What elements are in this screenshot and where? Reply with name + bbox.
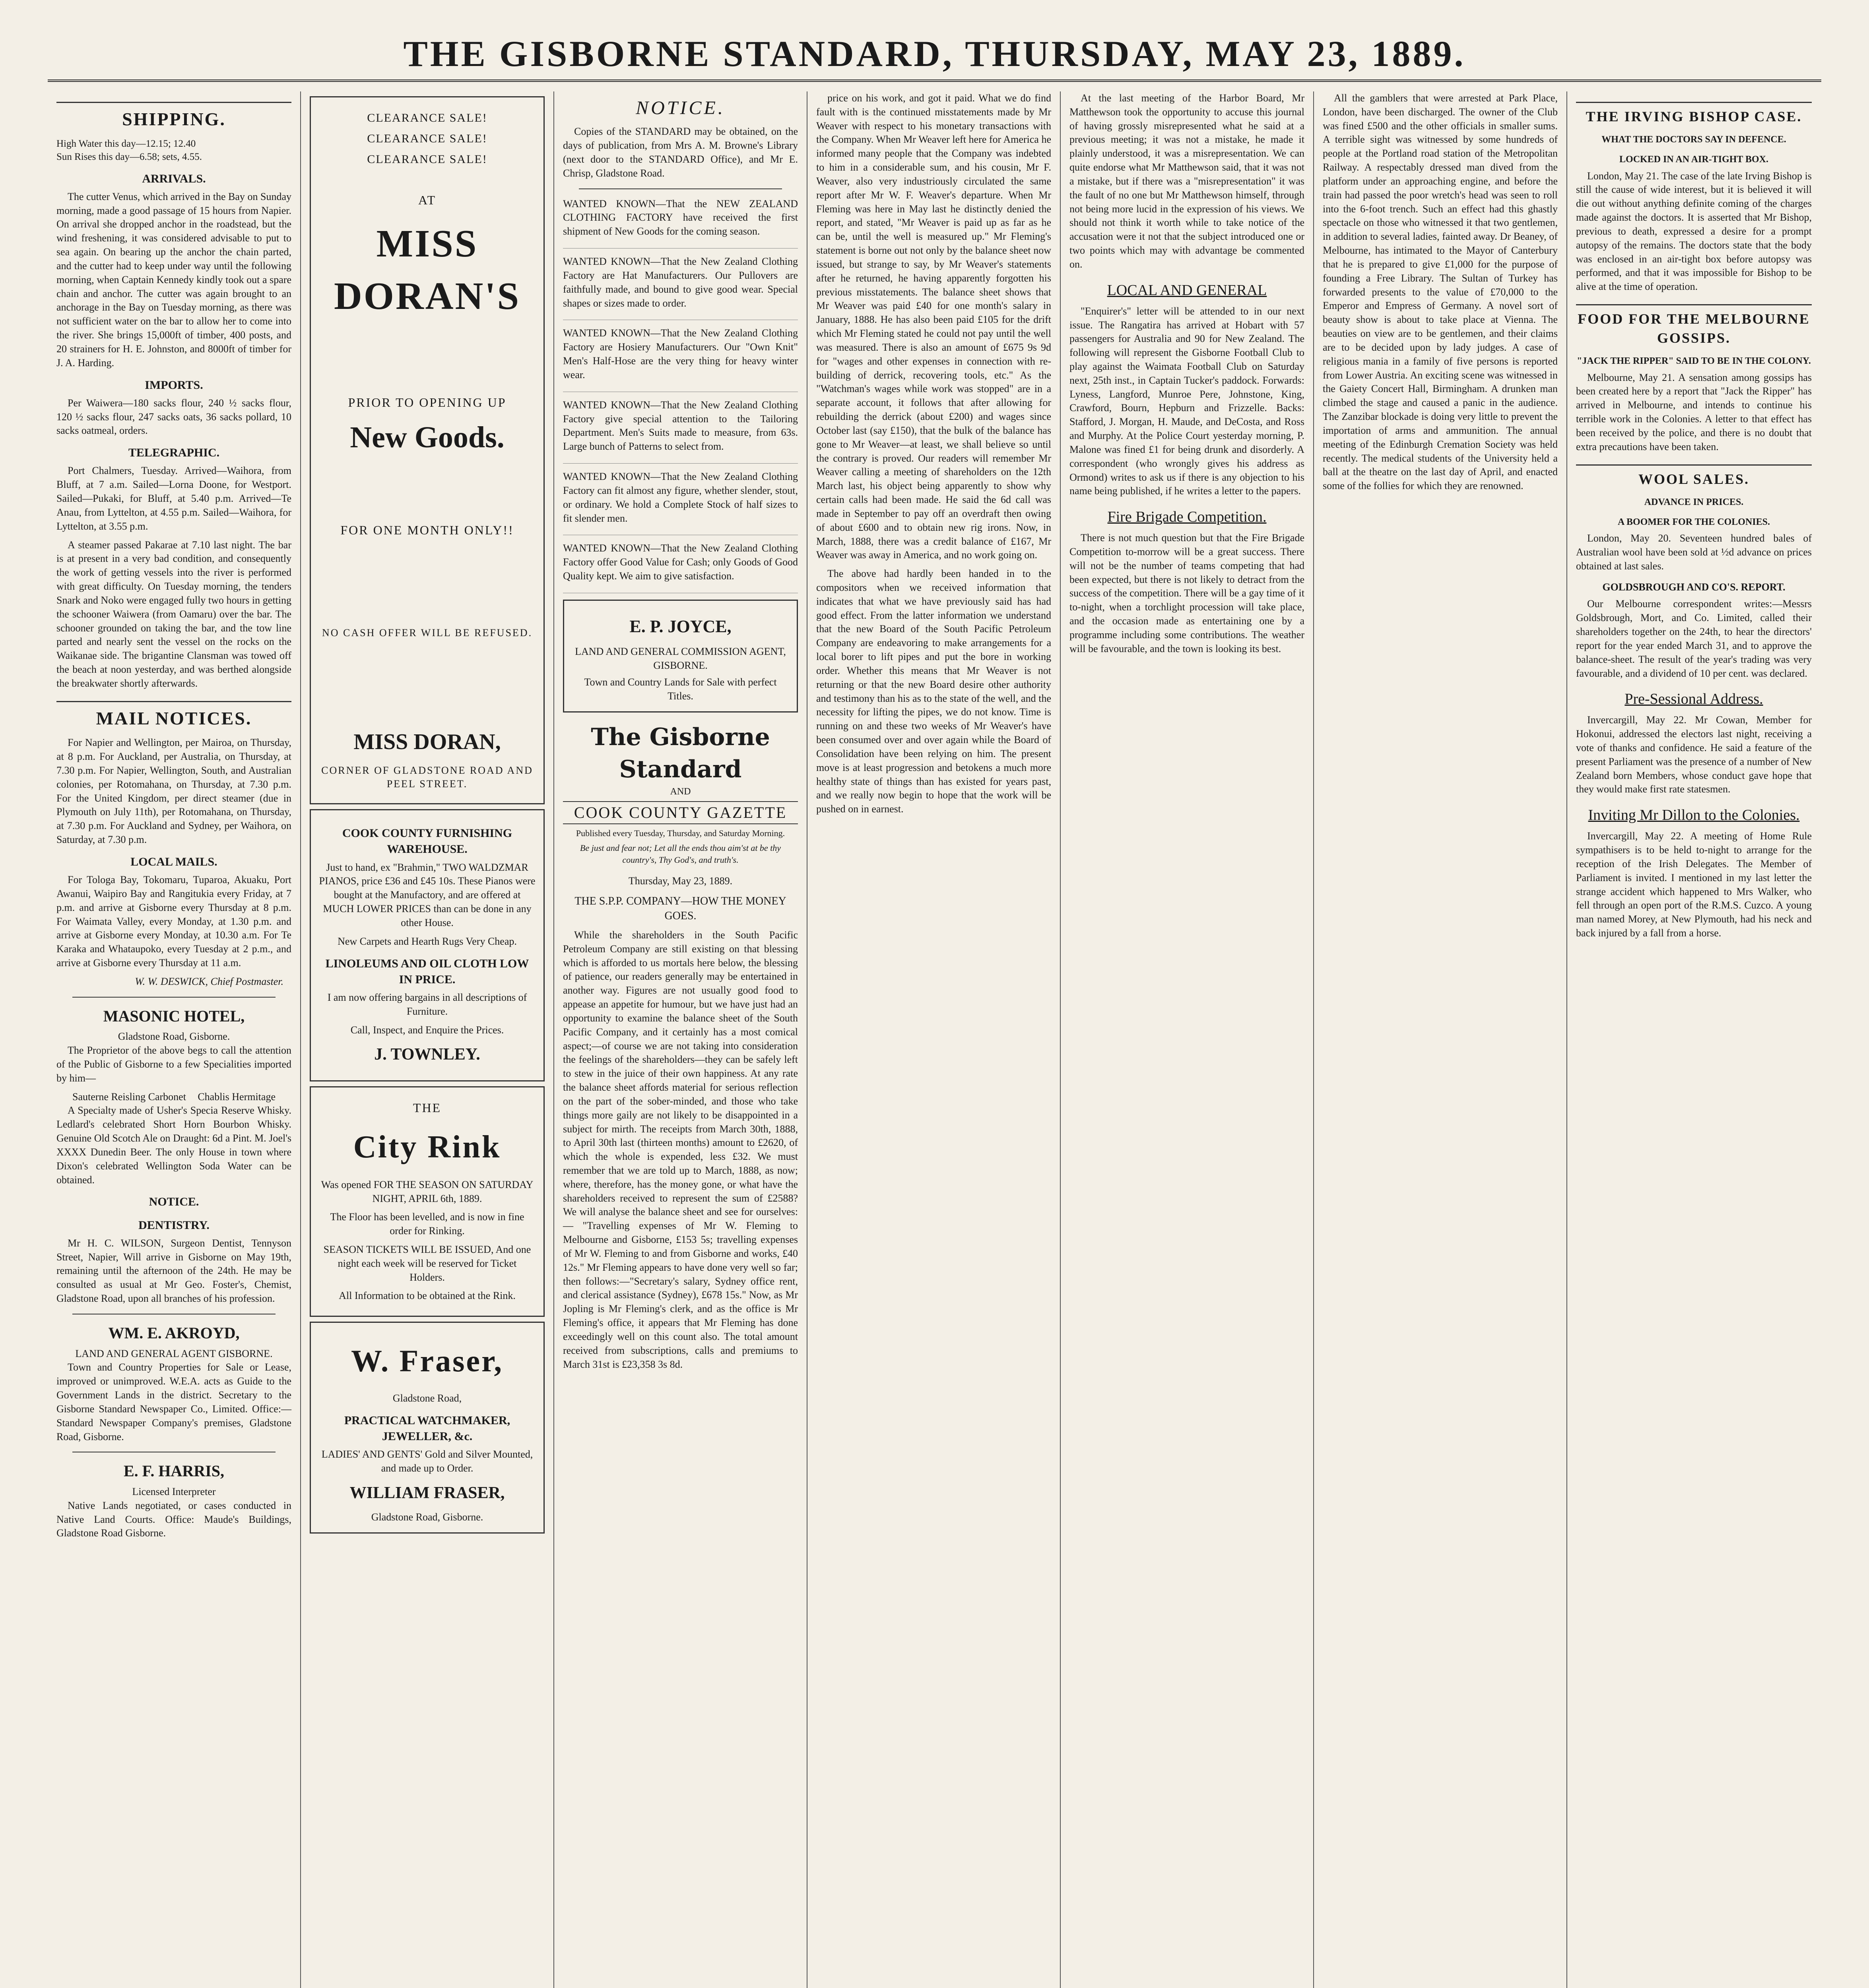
new-goods-label: New Goods. bbox=[350, 420, 505, 454]
issue-date: Thursday, May 23, 1889. bbox=[628, 875, 733, 887]
wanted-text: WANTED KNOWN—That the New Zealand Clothing Factory can fit almost any figure, whether slender, stout, or ordinary. We hold a Complete Stock of half sizes to fit slender men. bbox=[563, 471, 798, 524]
clearance-lines bbox=[319, 110, 536, 168]
rink-the: THE bbox=[413, 1100, 442, 1115]
store-name: MISS DORAN'S bbox=[334, 222, 521, 318]
fraser-address: Gladstone Road, bbox=[392, 1392, 462, 1404]
prior-label: PRIOR TO OPENING UP bbox=[348, 395, 507, 410]
joyce-ad bbox=[563, 600, 798, 712]
newspaper-columns bbox=[48, 91, 1821, 1988]
local-general-text: "Enquirer's" letter will be attended to in our next issue. The Rangatira has arrived at Hobart with 57 passengers for Australia and 90 for New Zealand. The following will represent the Gisborne Football Club to play against the Waimata Football Club on Saturday next, 25th inst., in Captain Tucker's paddock. Forwards: Lyness, Langford, Munroe Pere, Johnstone, King, Crawford, Bourn, Hepburn and Frizzelle. Backs: Stafford, J. Morgan, H. Maude, and DeCosta, and Ross and Murphy. At the Police Court yesterday morning, P. Malone was fined £1 for being drunk and disorderly. A correspondent (who wrongly gives his address as Ormond) writes to ask us if there is any objection to his name being published, if he writes a letter to the papers. bbox=[1069, 305, 1304, 497]
dillon-title: Inviting Mr Dillon to the Colonies. bbox=[1588, 807, 1800, 824]
column-6 bbox=[1314, 91, 1567, 1988]
wanted-text: WANTED KNOWN—That the NEW ZEALAND CLOTHING FACTORY have received the first shipment of New Goods for the coming season. bbox=[563, 198, 798, 237]
cook-carpets: New Carpets and Hearth Rugs Very Cheap. bbox=[338, 935, 517, 947]
newspaper-nameplate bbox=[563, 721, 798, 866]
hotel-title: MASONIC HOTEL, bbox=[103, 1007, 245, 1025]
fire-brigade-text: There is not much question but that the Fire Brigade Competition to-morrow will be a great success. There will not be the number of teams competing that had been expected, but there is not likely to detract from the success of the competition. There will be a gay time of it to-night, when a torchlight procession will take place, and the occasion made as entertaining one by a programme including some contributions. The weather will be favourable, and the town is looking its best. bbox=[1069, 532, 1304, 654]
mail-notices-text: For Napier and Wellington, per Mairoa, on Thursday, at 8 p.m. For Auckland, per Australia, on Thursday, at 7.30 p.m. For Napier, Wellington, South, and Australian colonies, per Rotomahana, on Thursday, at 7.30 p.m. For the United Kingdom, per direct steamer (due in Plymouth on July 11th), per Rotomahana, on Thursday, at 7.30 p.m. For Auckland and Sydney, per Waihora, on Saturday, at 7.30 p.m. bbox=[56, 737, 291, 846]
column-2 bbox=[301, 91, 554, 1988]
leader-continued-2: The above had hardly been handed in to the compositors when we received information that indicates that what we have previously said has had good effect. From the latter information we understand that the new Board of the South Pacific Petroleum Company are endeavoring to make arrangements for a local borer to lift pipes and put the bore in working order. Whether this means that Mr Weaver is not returning or that the new Board desire other authority and testimony than his as to the state of the well, and the necessity for lifting the pipes, we do not know. Time is running on and these two weeks of Mr Weaver's have been consumed over and over again while the Board of Consolidation have been relying on him. The present move is at least progression and betokens a much more healthy state of things than has existed for years past, and we really now begin to hope that the work will be pushed on in earnest. bbox=[816, 568, 1051, 815]
nameplate-subtitle: COOK COUNTY GAZETTE bbox=[563, 801, 798, 824]
nameplate-motto: Be just and fear not; Let all the ends thou aim'st at be thy country's, Thy God's, and truth's. bbox=[580, 843, 781, 865]
harris-text: Native Lands negotiated, or cases conducted in Native Land Courts. Office: Maude's Buildings, Gladstone Road Gisborne. bbox=[56, 1499, 291, 1539]
nameplate-and: AND bbox=[670, 786, 691, 797]
goldsbrough-title: GOLDSBROUGH AND CO'S. REPORT. bbox=[1602, 581, 1786, 593]
goldsbrough-text: Our Melbourne correspondent writes:—Messrs Goldsbrough, Mort, and Co. Limited, called their shareholders together on the 24th, to hear the directors' report for the year ended March 31, and to approve the balance-sheet. The result of the year's trading was very favourable, and a dividend of 10 per cent. was declared. bbox=[1576, 598, 1812, 679]
hotel-address: Gladstone Road, Gisborne. bbox=[118, 1031, 230, 1043]
dillon-text: Invercargill, May 22. A meeting of Home Rule sympathisers is to be held to-night to arrange for the reception of the Irish Delegates. The Member of Parliament is invited. I mentioned in my last letter the strange accident which happened to Mrs Walker, who fell through an open port of the R.M.S. Cuzco. A young man named Morey, at New Plymouth, had his neck and back injured by a fall from a horse. bbox=[1576, 830, 1812, 939]
tide-high-water: High Water this day—12.15; 12.40 bbox=[56, 138, 196, 149]
wanted-known-ad bbox=[563, 398, 798, 464]
cook-text: Just to hand, ex "Brahmin," TWO WALDZMAR PIANOS, price £36 and £45 10s. These Pianos were bought at the Manufactory, and are offered at MUCH LOWER PRICES than can be done in any other House. bbox=[319, 861, 536, 928]
column-1 bbox=[48, 91, 301, 1988]
rink-tickets: SEASON TICKETS WILL BE ISSUED, And one night each week will be reserved for Ticket Holders. bbox=[323, 1244, 531, 1283]
store-corner: CORNER OF GLADSTONE ROAD AND PEEL STREET. bbox=[321, 764, 533, 790]
telegraphic-heading: TELEGRAPHIC. bbox=[128, 446, 220, 460]
melbourne-gossips-text: Melbourne, May 21. A sensation among gossips has been created here by a report that "Jack the Ripper" has arrived in Melbourne, and intends to continue his terrible work in the Colonies. A letter to that effect has been received by the police, and there is no doubt that extra precautions have been taken. bbox=[1576, 371, 1812, 452]
irving-bishop-subtitle: WHAT THE DOCTORS SAY IN DEFENCE. bbox=[1601, 134, 1786, 145]
rink-floor: The Floor has been levelled, and is now in fine order for Rinking. bbox=[330, 1211, 524, 1237]
arrivals-heading: ARRIVALS. bbox=[142, 172, 206, 185]
wanted-known-ad bbox=[563, 542, 798, 593]
harris-subtitle: Licensed Interpreter bbox=[132, 1485, 216, 1497]
nameplate-publication: Published every Tuesday, Thursday, and Saturday Morning. bbox=[576, 828, 785, 838]
harris-title: E. F. HARRIS, bbox=[123, 1462, 225, 1480]
harbor-board-text: At the last meeting of the Harbor Board, Mr Matthewson took the opportunity to accuse this journal of having grossly misrepresented what he said at a previous meeting; it was not a mistake, he made it plainly understood, it was a misrepresentation. We can quite endorse what Mr Matthewson said, that it was not a mistake, but if there was a "misrepresentation" it was the fault of no one but Mr Matthewson himself, through not being more lucid in the expression of his views. We should not think it worth while to take notice of the accusation were it not that the subject introduced one or two points which may with advantage be commented on. bbox=[1069, 92, 1304, 270]
divider bbox=[579, 188, 782, 189]
arrivals-text: The cutter Venus, which arrived in the Bay on Sunday morning, made a good passage of 15 hours from Napier. On arrival she dropped anchor in the roadstead, but the wind freshening, it was considered advisable to put to sea again. On bearing up the anchor the chain parted, and the cutter had to keep under way until the following morning, when Captain Kennedy kindly took out a spare chain and anchor. The cutter was again brought to an anchorage in the Bay on Tuesday morning, as there was not sufficient water on the bar to allow her to come into the river. She brings 15,000ft of timber, 400 posts, and 20 strainers for H. E. Johnston, and 8000ft of timber for J. A. Harding. bbox=[56, 190, 291, 369]
wanted-text: WANTED KNOWN—That the New Zealand Clothing Factory give special attention to the Tailoring Department. Men's Suits made to measure, from 63s. Large bunch of Patterns to select from. bbox=[563, 399, 798, 452]
wanted-text: WANTED KNOWN—That the New Zealand Clothing Factory are Hosiery Manufacturers. Our "Own Knit" Men's Half-Hose are the very thing for heavy winter wear. bbox=[563, 327, 798, 381]
column-4 bbox=[807, 91, 1061, 1988]
joyce-text: Town and Country Lands for Sale with perfect Titles. bbox=[584, 676, 777, 702]
at-label: AT bbox=[418, 192, 437, 207]
local-mails-heading: LOCAL MAILS. bbox=[130, 855, 217, 868]
nameplate-title: The Gisborne Standard bbox=[591, 723, 770, 783]
tide-sun: Sun Rises this day—6.58; sets, 4.55. bbox=[56, 151, 202, 163]
joyce-title: LAND AND GENERAL COMMISSION AGENT, GISBORNE. bbox=[575, 645, 786, 671]
wanted-known-ad bbox=[563, 197, 798, 248]
store-name-2: MISS DORAN, bbox=[353, 730, 501, 755]
pre-sessional-title: Pre-Sessional Address. bbox=[1624, 691, 1763, 708]
wool-sales-title: WOOL SALES. bbox=[1576, 464, 1812, 489]
shipping-notes: A steamer passed Pakarae at 7.10 last night. The bar is at present in a very bad condition, and consequently the work of getting vessels into the river is performed with great difficulty. On Tuesday morning, the tenders Snark and Noko were engaged fully two hours in getting the schooner Waiwera (from Oamaru) over the bar. The schooner grounded on taking the bar, and the tow line parted and nearly sent the vessel on the rocks on the Waikanae side. The brigantine Clansman was towed off the beach at noon yesterday, and was berthed alongside the breakwater shortly afterwards. bbox=[56, 539, 291, 689]
ripper-subtitle: "JACK THE RIPPER" SAID TO BE IN THE COLONY. bbox=[1577, 356, 1811, 367]
leader-text: While the shareholders in the South Pacific Petroleum Company are still existing on that blessing which is afforded to us mortals here below, the blessing of patience, our readers generally may be entertained in another way. Figures are not usually good food to appease an appetite for humour, but we have just had an opportunity to examine the balance sheet of the South Pacific Company, and it certainly has a most comical aspect;—of course we are not taking into consideration the feelings of the shareholders—they can be safely left to stew in the juice of their own happiness. At any rate the balance sheet affords material for serious reflection on the part of the sober-minded, and those who take things more gaily are not likely to be disappointed in a subject for mirth. The receipts from March 30th, 1888, to April 30th last (thirteen months) amount to £2620, of which the whole is expended, less £32. We must remember that we are told up to March, 1888, as now; where, therefore, has the money gone, or what have the shareholders received to represent the sum of £2588? We will analyse the balance sheet and see for ourselves:— "Travelling expenses of Mr W. Fleming to Melbourne and Gisborne, £153 5s; travelling expenses of Mr W. Fleming to and from Gisborne and works, £40 12s." Mr Fleming appears to have done very well so far; then follows:—"Secretary's salary, Sydney office rent, and clerical assistance (Sydney), £678 15s." Now, as Mr Jopling is Mr Fleming's clerk, and as the office is Mr Fleming's office, it appears that Mr Fleming has done exceedingly well on this count also. The total amount received from subscriptions, calls and premiums to March 31st is £23,358 3s 8d. bbox=[563, 929, 798, 1370]
leader-continued: price on his work, and got it paid. What we do find fault with is the continued misstatements made by Mr Weaver with respect to his monetary transactions with the Company. When Mr Weaver left here for America he informed many people that the Company was indebted to him in a considerable sum, and his cousin, Mr F. Weaver, also very industriously circulated the same report after Mr W. F. Weaver's departure. When Mr Fleming was here in May last he distinctly denied the report, and stated, "Mr Weaver is paid up as far as he can be, until the well is measured up." Mr Fleming's statement is borne out not only by the balance sheet now issued, but strange to say, by Mr Weaver's statements after he returned, he having apparently forgotten his previous misstatements. The balance sheet shows that Mr Weaver was paid £40 for one month's salary in January, 1888. He has also been paid £105 for the drift which Mr Fleming stated he could not pay until the well was measured. There is also an amount of £675 9s 9d for "wages and other expenses in connection with re-building of derrick, recovering tools, etc." As the "Watchman's wages while work was stopped" are in a separate account, it follows that after allowing for rebuilding the derrick (about £200) and wages since October last (say £150), that the bulk of the balance has gone to Mr Weaver—at least, we shall believe so until the contrary is proved. Our readers will remember Mr Weaver calling a meeting of shareholders on the 12th March last, his object being apparently to show why certain calls had been made. He said the 6d call was made in September to pay off an overdraft then owing of about £600 and to obtain new rig irons. Now, in March, 1888, there was a credit balance of £167, Mr Weaver was away in America, and no work going on. bbox=[816, 92, 1051, 561]
column-7 bbox=[1567, 91, 1820, 1988]
notice-title: NOTICE. bbox=[636, 97, 725, 118]
hotel-text: The Proprietor of the above begs to call the attention of the Public of Gisborne to a few Specialities imported by him— bbox=[56, 1044, 291, 1084]
rink-opened: Was opened FOR THE SEASON ON SATURDAY NIGHT, APRIL 6th, 1889. bbox=[321, 1178, 534, 1204]
wine-list-right: Chablis Hermitage bbox=[198, 1091, 276, 1103]
cook-county-ad bbox=[310, 809, 545, 1081]
akroyd-subtitle: LAND AND GENERAL AGENT GISBORNE. bbox=[75, 1347, 273, 1359]
pre-sessional-text: Invercargill, May 22. Mr Cowan, Member for Hokonui, addressed the electors last night, receiving a vote of thanks and confidence. He said a feature of the present Parliament was the presence of a number of New Zealand born Members, whose conduct gave hope that they would make first rate statesmen. bbox=[1576, 714, 1812, 795]
fraser-ladies: LADIES' AND GENTS' Gold and Silver Mounted, and made up to Order. bbox=[321, 1448, 533, 1474]
wanted-text: WANTED KNOWN—That the New Zealand Clothing Factory offer Good Value for Cash; only Goods of Good Quality kept. We aim to give satisfaction. bbox=[563, 542, 798, 582]
notice-heading: NOTICE. bbox=[149, 1195, 199, 1209]
local-general-title: LOCAL AND GENERAL bbox=[1107, 282, 1267, 299]
imports-heading: IMPORTS. bbox=[145, 378, 203, 392]
wine-list-left: Sauterne Reisling Carbonet bbox=[72, 1091, 186, 1103]
joyce-name: E. P. JOYCE, bbox=[629, 616, 732, 636]
akroyd-title: WM. E. AKROYD, bbox=[108, 1324, 240, 1342]
leader-title: THE S.P.P. COMPANY—HOW THE MONEY GOES. bbox=[574, 895, 786, 922]
cook-lino: LINOLEUMS AND OIL CLOTH LOW IN PRICE. bbox=[325, 957, 529, 986]
wanted-text: WANTED KNOWN—That the New Zealand Clothing Factory are Hat Manufacturers. Our Pullovers are faithfully made, and bound to give good wear. Special shapes or sizes made to order. bbox=[563, 256, 798, 309]
fraser-ad bbox=[310, 1322, 545, 1533]
one-month-label: FOR ONE MONTH ONLY!! bbox=[340, 522, 514, 537]
shipping-title: SHIPPING. bbox=[56, 102, 291, 132]
william-fraser-name: WILLIAM FRASER, bbox=[349, 1483, 505, 1502]
wool-sales-text: London, May 20. Seventeen hundred bales of Australian wool have been sold at ½d advance on prices obtained at last sales. bbox=[1576, 532, 1812, 572]
hotel-extra: A Specialty made of Usher's Specia Reserve Whisky. Ledlard's celebrated Short Horn Bourbon Whisky. Genuine Old Scotch Ale on Draught: 6d a Pint. M. Joel's XXXX Dunedin Beer. The only House in town where Dixon's celebrated Wellington Soda Water can be obtained. bbox=[56, 1105, 291, 1186]
postmaster-signature: W. W. DESWICK, Chief Postmaster. bbox=[135, 975, 283, 987]
city-rink-ad bbox=[310, 1086, 545, 1317]
wanted-known-ad bbox=[563, 255, 798, 320]
clearance-line: CLEARANCE SALE! bbox=[367, 111, 487, 124]
william-fraser-address: Gladstone Road, Gisborne. bbox=[371, 1511, 483, 1523]
cook-bargains: I am now offering bargains in all descriptions of Furniture. bbox=[327, 991, 527, 1017]
mail-notices-title: MAIL NOTICES. bbox=[56, 701, 291, 731]
melbourne-gossips-title: FOOD FOR THE MELBOURNE GOSSIPS. bbox=[1576, 304, 1812, 348]
clearance-line: CLEARANCE SALE! bbox=[367, 132, 487, 146]
wanted-known-ad bbox=[563, 326, 798, 392]
column-3 bbox=[554, 91, 807, 1988]
local-mails-text: For Tologa Bay, Tokomaru, Tuparoa, Akuaku, Port Awanui, Waipiro Bay and Rangitukia every Friday, at 7 p.m. and arrive at Gisborne every Thursday at 8 p.m. For Waimata Valley, every Monday, at 1.30 p.m. and arrive at Gisborne every Monday, at 10.30 a.m. For Te Karaka and Whataupoko, every Tuesday at 2 p.m., and arrive at Gisborne every Thursday at 11 a.m. bbox=[56, 874, 291, 969]
akroyd-text: Town and Country Properties for Sale or Lease, improved or unimproved. W.E.A. acts as Guide to the Government Lands in the district. Secretary to the Gisborne Standard Newspaper Co., Limited. Office:—Standard Newspaper Company's premises, Gladstone Road, Gisborne. bbox=[56, 1361, 291, 1442]
telegraphic-text: Port Chalmers, Tuesday. Arrived—Waihora, from Bluff, at 7 a.m. Sailed—Lorna Doone, for Westport. Sailed—Pukaki, for Bluff, at 5.40 p.m. Arrived—Te Anau, from Lyttelton, at 4.55 p.m. Sailed—Waihora, for Lyttelton, at 3.55 p.m. bbox=[56, 465, 291, 532]
wool-sales-subtitle: ADVANCE IN PRICES. bbox=[1644, 497, 1744, 507]
news-items-text: All the gamblers that were arrested at Park Place, London, have been discharged. The owner of the Club was fined £500 and the other officials in smaller sums. A terrible sight was witnessed by some hundreds of people at the Portland road station of the Metropolitan Railway. A respectably dressed man dived from the platform under an approaching engine, and before the train had passed the poor wretch's head was seen to roll into the 6-foot trench. Such an effect had this ghastly spectacle on those who witnessed it that two gentlemen, in addition to several ladies, fainted away. Dr Beaney, of Melbourne, has intimated to the Mayor of Canterbury that he is prepared to give £1,000 for the purpose of founding a Free Library. The Sultan of Turkey has forwarded presents to the value of £70,000 to the Emperor and Empress of Germany. A novel sort of beauty show is about to take place at Vienna. The beauties on view are to be gentlemen, and their claims are to be decided upon by lady judges. A case of religious mania in a family of five persons is reported from Lower Austria. An exciting scene was witnessed in the Gaiety Concert Hall, Birmingham. A drunken man climbed the stage and caused a panic in the audience. The Zanzibar blockade is doing very little to prevent the importation of arms and ammunition. The annual meeting of the Edinburgh Cremation Society was held recently. The medical students of the University held a ball at the theatre on the last day of April, and enacted some of the follies for which they are renowned. bbox=[1323, 92, 1558, 492]
imports-text: Per Waiwera—180 sacks flour, 240 ½ sacks flour, 120 ½ sacks flour, 247 sacks oats, 36 sacks pollard, 10 sacks oatmeal, orders. bbox=[56, 397, 291, 437]
wanted-known-ad bbox=[563, 470, 798, 535]
clearance-sale-ad bbox=[310, 96, 545, 804]
notice-text: Copies of the STANDARD may be obtained, on the days of publication, from Mrs A. M. Browne's Library (next door to the STANDARD Office), and Mr E. Chrisp, Gladstone Road. bbox=[563, 126, 798, 179]
rink-info: All Information to be obtained at the Rink. bbox=[339, 1290, 516, 1302]
divider bbox=[72, 997, 276, 998]
cook-call: Call, Inspect, and Enquire the Prices. bbox=[350, 1024, 504, 1036]
no-cash-label: NO CASH OFFER WILL BE REFUSED. bbox=[322, 627, 533, 639]
townley-name: J. TOWNLEY. bbox=[374, 1045, 480, 1064]
masthead: THE GISBORNE STANDARD, THURSDAY, MAY 23, 1889. bbox=[48, 28, 1821, 82]
irving-bishop-title: THE IRVING BISHOP CASE. bbox=[1576, 102, 1812, 126]
locked-subtitle: LOCKED IN AN AIR-TIGHT BOX. bbox=[1619, 154, 1768, 165]
column-5 bbox=[1061, 91, 1314, 1988]
dentistry-heading: DENTISTRY. bbox=[138, 1218, 210, 1232]
fire-brigade-title: Fire Brigade Competition. bbox=[1107, 509, 1267, 526]
fraser-trade: PRACTICAL WATCHMAKER, JEWELLER, &c. bbox=[344, 1413, 510, 1443]
tide-info bbox=[56, 137, 291, 164]
irving-bishop-text: London, May 21. The case of the late Irving Bishop is still the cause of wide interest, but it is believed it will die out without anything definite coming of the charges made against the doctors. It is asserted that Mr Bishop, previous to death, expressed a desire for a prompt autopsy of the remains. The doctors state that the body was enclosed in an air-tight box before autopsy was performed, and that it was impossible for Bishop to be alive at the time of operation. bbox=[1576, 170, 1812, 293]
wine-list bbox=[56, 1090, 291, 1104]
fraser-name: W. Fraser, bbox=[351, 1343, 504, 1378]
rink-name: City Rink bbox=[353, 1129, 501, 1165]
clearance-line: CLEARANCE SALE! bbox=[367, 153, 487, 166]
cook-title: COOK COUNTY FURNISHING WAREHOUSE. bbox=[342, 827, 512, 856]
boomer-subtitle: A BOOMER FOR THE COLONIES. bbox=[1618, 516, 1770, 527]
dentistry-text: Mr H. C. WILSON, Surgeon Dentist, Tennyson Street, Napier, Will arrive in Gisborne on May 19th, remaining until the afternoon of the 24th. He may be consulted as usual at Mr Geo. Foster's, Chemist, Gladstone Road, upon all branches of his profession. bbox=[56, 1237, 291, 1305]
